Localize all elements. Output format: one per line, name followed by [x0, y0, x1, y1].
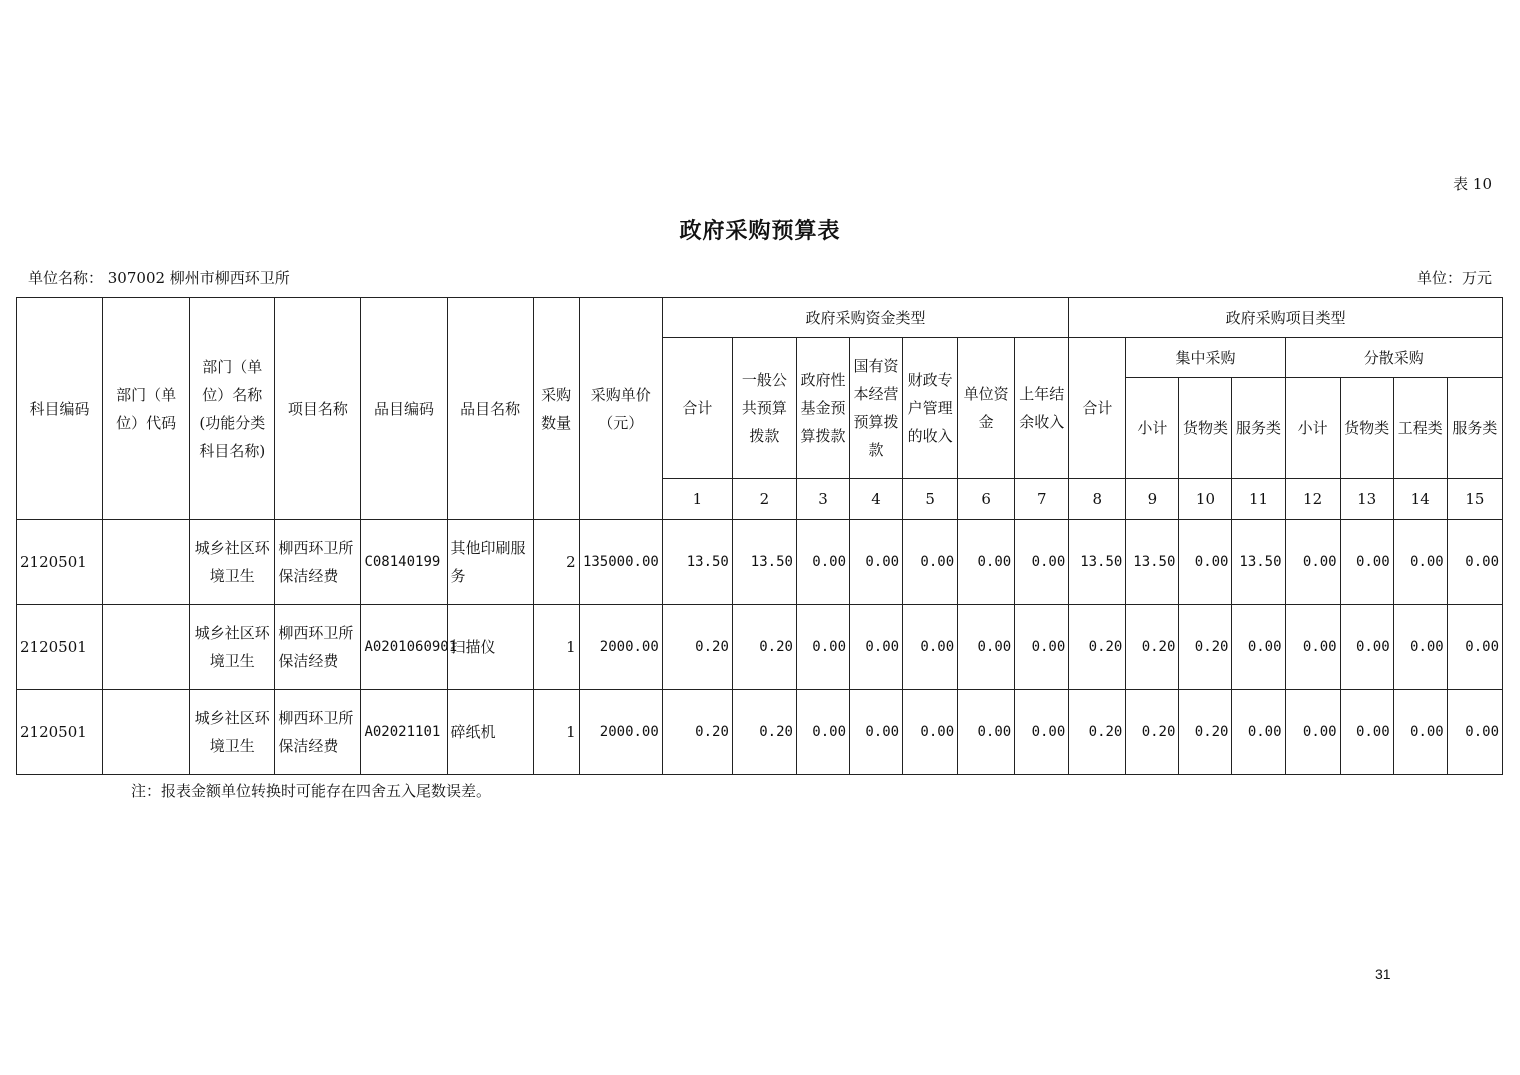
table-row [17, 520, 1503, 605]
dept-name-cell: 城乡社区环境卫生 [190, 690, 275, 775]
amount-cell: 0.20 [732, 605, 796, 690]
subject-code-cell: 2120501 [17, 605, 103, 690]
header-project-name: 项目名称 [275, 298, 361, 520]
amount-cell: 0.00 [1285, 605, 1340, 690]
column-number: 15 [1447, 479, 1502, 520]
amount-cell: 0.00 [850, 605, 903, 690]
subject-code-cell: 2120501 [17, 520, 103, 605]
header-item-name: 品目名称 [447, 298, 533, 520]
amount-cell: 0.00 [1393, 520, 1447, 605]
header-c-goods: 货物类 [1179, 378, 1232, 479]
amount-cell: 13.50 [732, 520, 796, 605]
amount-cell: 0.00 [796, 690, 849, 775]
item-code-cell: A0201060901 [361, 605, 447, 690]
header-gov-fund: 政府性基金预算拨款 [796, 338, 849, 479]
column-number: 4 [850, 479, 903, 520]
item-code-cell: C08140199 [361, 520, 447, 605]
amount-cell: 0.00 [903, 690, 958, 775]
column-number: 1 [662, 479, 732, 520]
amount-cell: 0.00 [903, 520, 958, 605]
amount-cell: 0.00 [850, 520, 903, 605]
amount-cell: 0.00 [1232, 605, 1285, 690]
unit-price-cell: 2000.00 [579, 605, 662, 690]
amount-cell: 0.00 [1340, 520, 1393, 605]
quantity-cell: 1 [533, 605, 579, 690]
amount-cell: 0.00 [796, 520, 849, 605]
header-project-type: 政府采购项目类型 [1069, 298, 1503, 338]
item-name-cell: 其他印刷服务 [447, 520, 533, 605]
header-project-total: 合计 [1069, 338, 1126, 479]
table-row [17, 605, 1503, 690]
header-dept-code: 部门（单位）代码 [103, 298, 190, 520]
amount-cell: 0.00 [958, 605, 1015, 690]
footnote: 注：报表金额单位转换时可能存在四舍五入尾数误差。 [131, 782, 492, 800]
project-name-cell: 柳西环卫所保洁经费 [275, 605, 361, 690]
subject-code-cell: 2120501 [17, 690, 103, 775]
header-quantity: 采购数量 [533, 298, 579, 520]
quantity-cell: 2 [533, 520, 579, 605]
amount-cell: 0.00 [1447, 605, 1502, 690]
header-fund-type: 政府采购资金类型 [662, 298, 1069, 338]
column-number: 5 [903, 479, 958, 520]
amount-cell: 0.00 [850, 690, 903, 775]
page-number: 31 [1375, 966, 1391, 982]
column-number: 12 [1285, 479, 1340, 520]
amount-cell: 0.20 [1179, 690, 1232, 775]
header-fiscal-account: 财政专户管理的收入 [903, 338, 958, 479]
dept-code-cell [103, 690, 190, 775]
amount-cell: 0.20 [1069, 605, 1126, 690]
column-number: 9 [1126, 479, 1179, 520]
dept-name-cell: 城乡社区环境卫生 [190, 520, 275, 605]
column-number: 14 [1393, 479, 1447, 520]
amount-cell: 0.00 [903, 605, 958, 690]
amount-cell: 0.00 [958, 520, 1015, 605]
column-number: 3 [796, 479, 849, 520]
amount-cell: 13.50 [1232, 520, 1285, 605]
column-number: 8 [1069, 479, 1126, 520]
amount-cell: 0.20 [1179, 605, 1232, 690]
header-state-capital: 国有资本经营预算拨款 [850, 338, 903, 479]
dept-name-cell: 城乡社区环境卫生 [190, 605, 275, 690]
header-prev-balance: 上年结余收入 [1015, 338, 1069, 479]
unit-price-cell: 2000.00 [579, 690, 662, 775]
project-name-cell: 柳西环卫所保洁经费 [275, 520, 361, 605]
header-fund-total: 合计 [662, 338, 732, 479]
column-number: 2 [732, 479, 796, 520]
amount-cell: 0.00 [1232, 690, 1285, 775]
header-unit-fund: 单位资金 [958, 338, 1015, 479]
amount-cell: 0.00 [958, 690, 1015, 775]
amount-cell: 0.20 [1069, 690, 1126, 775]
amount-cell: 0.00 [1340, 690, 1393, 775]
dept-code-cell [103, 520, 190, 605]
amount-cell: 0.20 [1126, 690, 1179, 775]
currency-unit-label: 单位：万元 [1416, 269, 1492, 287]
header-item-code: 品目编码 [361, 298, 447, 520]
amount-cell: 0.00 [1393, 605, 1447, 690]
column-number: 6 [958, 479, 1015, 520]
amount-cell: 13.50 [662, 520, 732, 605]
amount-cell: 13.50 [1126, 520, 1179, 605]
item-name-cell: 碎纸机 [447, 690, 533, 775]
table-number: 表 10 [1453, 175, 1492, 193]
header-centralized: 集中采购 [1126, 338, 1285, 378]
amount-cell: 0.20 [732, 690, 796, 775]
unit-price-cell: 135000.00 [579, 520, 662, 605]
header-c-service: 服务类 [1232, 378, 1285, 479]
column-number: 13 [1340, 479, 1393, 520]
item-name-cell: 扫描仪 [447, 605, 533, 690]
header-dept-name: 部门（单位）名称(功能分类科目名称) [190, 298, 275, 520]
amount-cell: 0.00 [1393, 690, 1447, 775]
amount-cell: 0.00 [1447, 520, 1502, 605]
quantity-cell: 1 [533, 690, 579, 775]
amount-cell: 0.20 [662, 605, 732, 690]
amount-cell: 0.00 [796, 605, 849, 690]
header-c-subtotal: 小计 [1126, 378, 1179, 479]
project-name-cell: 柳西环卫所保洁经费 [275, 690, 361, 775]
page-title: 政府采购预算表 [679, 218, 841, 244]
amount-cell: 0.00 [1285, 520, 1340, 605]
header-d-subtotal: 小计 [1285, 378, 1340, 479]
unit-name-label: 单位名称： 307002 柳州市柳西环卫所 [28, 269, 290, 287]
amount-cell: 0.20 [662, 690, 732, 775]
header-d-engineering: 工程类 [1393, 378, 1447, 479]
item-code-cell: A02021101 [361, 690, 447, 775]
amount-cell: 13.50 [1069, 520, 1126, 605]
amount-cell: 0.00 [1340, 605, 1393, 690]
header-unit-price: 采购单价（元） [579, 298, 662, 520]
amount-cell: 0.00 [1015, 520, 1069, 605]
table-row [17, 690, 1503, 775]
header-d-goods: 货物类 [1340, 378, 1393, 479]
amount-cell: 0.00 [1015, 690, 1069, 775]
header-general-budget: 一般公共预算拨款 [732, 338, 796, 479]
header-d-service: 服务类 [1447, 378, 1502, 479]
column-number: 7 [1015, 479, 1069, 520]
header-decentralized: 分散采购 [1285, 338, 1502, 378]
amount-cell: 0.00 [1179, 520, 1232, 605]
amount-cell: 0.00 [1447, 690, 1502, 775]
header-subject-code: 科目编码 [17, 298, 103, 520]
dept-code-cell [103, 605, 190, 690]
amount-cell: 0.00 [1285, 690, 1340, 775]
amount-cell: 0.00 [1015, 605, 1069, 690]
amount-cell: 0.20 [1126, 605, 1179, 690]
column-number: 10 [1179, 479, 1232, 520]
column-number: 11 [1232, 479, 1285, 520]
procurement-budget-table [16, 297, 1503, 775]
